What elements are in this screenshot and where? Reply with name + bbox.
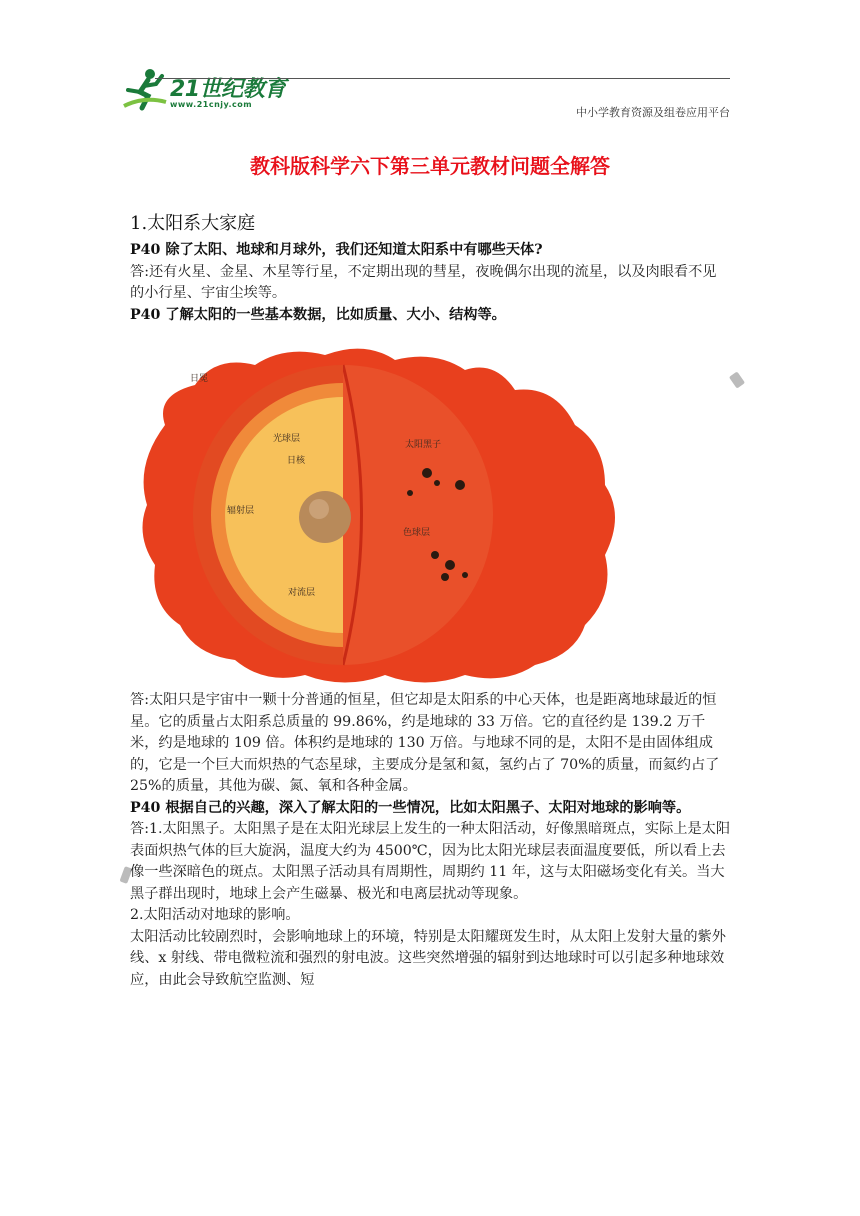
question-1: P40 除了太阳、地球和月球外，我们还知道太阳系中有哪些天体?: [130, 242, 543, 258]
label-convection: 对流层: [288, 588, 316, 598]
section-heading: 1.太阳系大家庭: [130, 213, 256, 234]
label-photosphere: 光球层: [273, 434, 301, 444]
label-core: 日核: [287, 456, 306, 466]
answer-2: 答:太阳只是宇宙中一颗十分普通的恒星，但它却是太阳系的中心天体，也是距离地球最近的恒星。它的质量占太阳系总质量的 99.86%，约是地球的 33 万倍。它的直径约是 139.2 万千米，约是地球的 109 倍。体积约是地球的 130 万倍。与地球不同的是，太阳不是由固体组成的，它是一个巨大而炽热的气态星球，主要成分是氢和氦，氢约占了 70%的质量，而氦约占了 25%的质量，其他为碳、氮、氧和各种金属。: [130, 692, 720, 794]
sun-structure-figure: [135, 345, 730, 685]
question-2: P40 了解太阳的一些基本数据，比如质量、大小、结构等。: [130, 306, 506, 323]
qa-block-2: [130, 690, 730, 991]
header-tagline: 中小学教育资源及组卷应用平台: [576, 106, 730, 119]
question-3: P40 根据自己的兴趣，深入了解太阳的一些情况，比如太阳黑子、太阳对地球的影响等。: [130, 799, 691, 816]
answer-3-body: 太阳活动比较剧烈时，会影响地球上的环境，特别是太阳耀斑发生时，从太阳上发射大量的紫外线、x 射线、带电微粒流和强烈的射电波。这些突然增强的辐射到达地球时可以引起多种地球效应，由此会导致航空监测、短: [130, 928, 726, 988]
answer-1: 答:还有火星、金星、木星等行星，不定期出现的彗星，夜晚偶尔出现的流星，以及肉眼看不见的小行星、宇宙尘埃等。: [130, 263, 717, 301]
logo-url: www.21cnjy.com: [170, 100, 253, 109]
runner-logo-icon: [120, 66, 168, 112]
label-chromosphere: 色球层: [403, 528, 431, 538]
logo-text: 21世纪教育: [170, 77, 286, 102]
label-sunspot: 太阳黑子: [405, 440, 442, 450]
scan-mark: [729, 371, 745, 388]
sun-diagram: [135, 345, 730, 685]
page-header: [120, 66, 730, 126]
label-corona: 日冕: [190, 374, 209, 384]
qa-block-1: [130, 240, 730, 326]
label-radiation: 辐射层: [227, 506, 255, 516]
answer-3: 答:1.太阳黑子。太阳黑子是在太阳光球层上发生的一种太阳活动，好像黑暗斑点，实际上是太阳表面炽热气体的巨大旋涡，温度大约为 4500℃，因为比太阳光球层表面温度要低，所以看上去像一些深暗色的斑点。太阳黑子活动具有周期性，周期约 11 年，这与太阳磁场变化有关。当大黑子群出现时，地球上会产生磁暴、极光和电离层扰动等现象。: [130, 821, 731, 902]
logo: [120, 66, 300, 118]
document-title: 教科版科学六下第三单元教材问题全解答: [250, 154, 610, 178]
header-rule: [155, 78, 730, 79]
answer-3-subtitle: 2.太阳活动对地球的影响。: [130, 907, 300, 923]
